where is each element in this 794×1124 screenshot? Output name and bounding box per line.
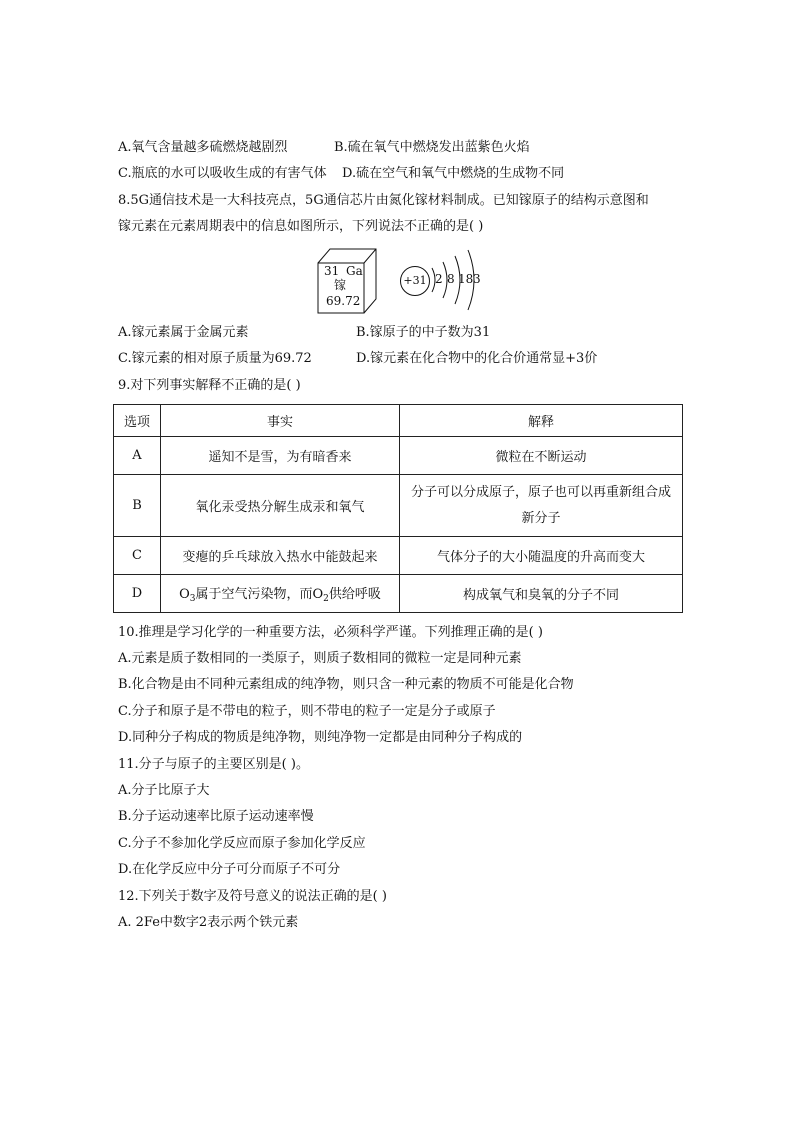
row-b-option: B [114,475,161,537]
table-row [114,575,683,613]
card-atomic-mass: 69.72 [326,294,361,308]
q10-option-c: C.分子和原子是不带电的粒子，则不带电的粒子一定是分子或原子 [118,704,496,719]
q11-option-d: D.在化学反应中分子可分而原子不可分 [118,862,341,877]
row-b-explain-line2: 新分子 [521,510,561,526]
q7-option-b: B.硫在氧气中燃烧发出蓝紫色火焰 [334,140,530,155]
q10-option-b: B.化合物是由不同种元素组成的纯净物，则只含一种元素的物质不可能是化合物 [118,677,574,692]
q8-stem-line2: 镓元素在元素周期表中的信息如图所示，下列说法不正确的是( ) [118,219,484,234]
gallium-atom-diagram [400,248,500,314]
fact-middle: 属于空气污染物，而O [195,587,324,602]
shell-1-count: 2 [435,272,443,286]
table-row [114,475,683,537]
header-option: 选项 [114,405,161,437]
o3-symbol: O [179,587,190,602]
q11-option-c: C.分子不参加化学反应而原子参加化学反应 [118,836,366,851]
fact-end: 供给呼吸 [328,587,381,602]
q7-option-c: C.瓶底的水可以吸收生成的有害气体 [118,166,327,181]
q7-option-a: A.氧气含量越多硫燃烧越剧烈 [118,140,288,155]
atom-nucleus: +31 [400,266,430,296]
q11-stem: 11.分子与原子的主要区别是( )。 [118,757,309,772]
row-a-explain: 微粒在不断运动 [400,437,683,475]
row-d-fact [161,575,400,613]
q11-option-b: B.分子运动速率比原子运动速率慢 [118,809,314,824]
header-fact: 事实 [161,405,400,437]
q8-option-c: C.镓元素的相对原子质量为69.72 [118,351,312,366]
o3-subscript: 3 [189,594,196,604]
row-c-fact: 变瘪的乒乓球放入热水中能鼓起来 [161,537,400,575]
shell-3-count: 18 [458,272,474,286]
card-element-name: 镓 [334,278,347,292]
row-a-fact: 遥知不是雪，为有暗香来 [161,437,400,475]
q8-option-d: D.镓元素在化合物中的化合价通常显+3价 [356,351,598,366]
q9-table [113,404,683,613]
q11-option-a: A.分子比原子大 [118,783,210,798]
row-c-option: C [114,537,161,575]
q8-option-b: B.镓原子的中子数为31 [356,325,491,340]
q12-stem: 12.下列关于数字及符号意义的说法正确的是( ) [118,889,387,904]
q12-option-a: A. 2Fe中数字2表示两个铁元素 [118,915,299,930]
row-a-option: A [114,437,161,475]
q8-stem-line1: 8.5G通信技术是一大科技亮点，5G通信芯片由氮化镓材料制成。已知镓原子的结构示意图和 [118,193,649,208]
row-c-explain: 气体分子的大小随温度的升高而变大 [400,537,683,575]
q8-option-a: A.镓元素属于金属元素 [118,325,249,340]
table-row [114,437,683,475]
q10-option-a: A.元素是质子数相同的一类原子，则质子数相同的微粒一定是同种元素 [118,651,522,666]
q7-option-d: D.硫在空气和氧气中燃烧的生成物不同 [342,166,565,181]
q10-stem: 10.推理是学习化学的一种重要方法，必须科学严谨。下列推理正确的是( ) [118,625,543,640]
shell-4-count: 3 [473,272,481,286]
row-b-fact: 氧化汞受热分解生成汞和氧气 [161,475,400,537]
card-atomic-number: 31 [324,264,340,278]
o2-subscript: 2 [323,594,329,604]
row-b-explain [400,475,683,537]
shell-2-count: 8 [447,272,455,286]
table-header-row [114,405,683,437]
row-b-explain-line1: 分子可以分成原子，原子也可以再重新组合成 [410,484,671,500]
row-d-explain: 构成氧气和臭氧的分子不同 [400,575,683,613]
card-symbol: Ga [346,264,363,278]
table-row [114,537,683,575]
periodic-table-card [316,247,376,313]
q10-option-d: D.同种分子构成的物质是纯净物，则纯净物一定都是由同种分子构成的 [118,730,523,745]
q9-stem: 9.对下列事实解释不正确的是( ) [118,378,301,393]
header-explain: 解释 [400,405,683,437]
row-d-option: D [114,575,161,613]
